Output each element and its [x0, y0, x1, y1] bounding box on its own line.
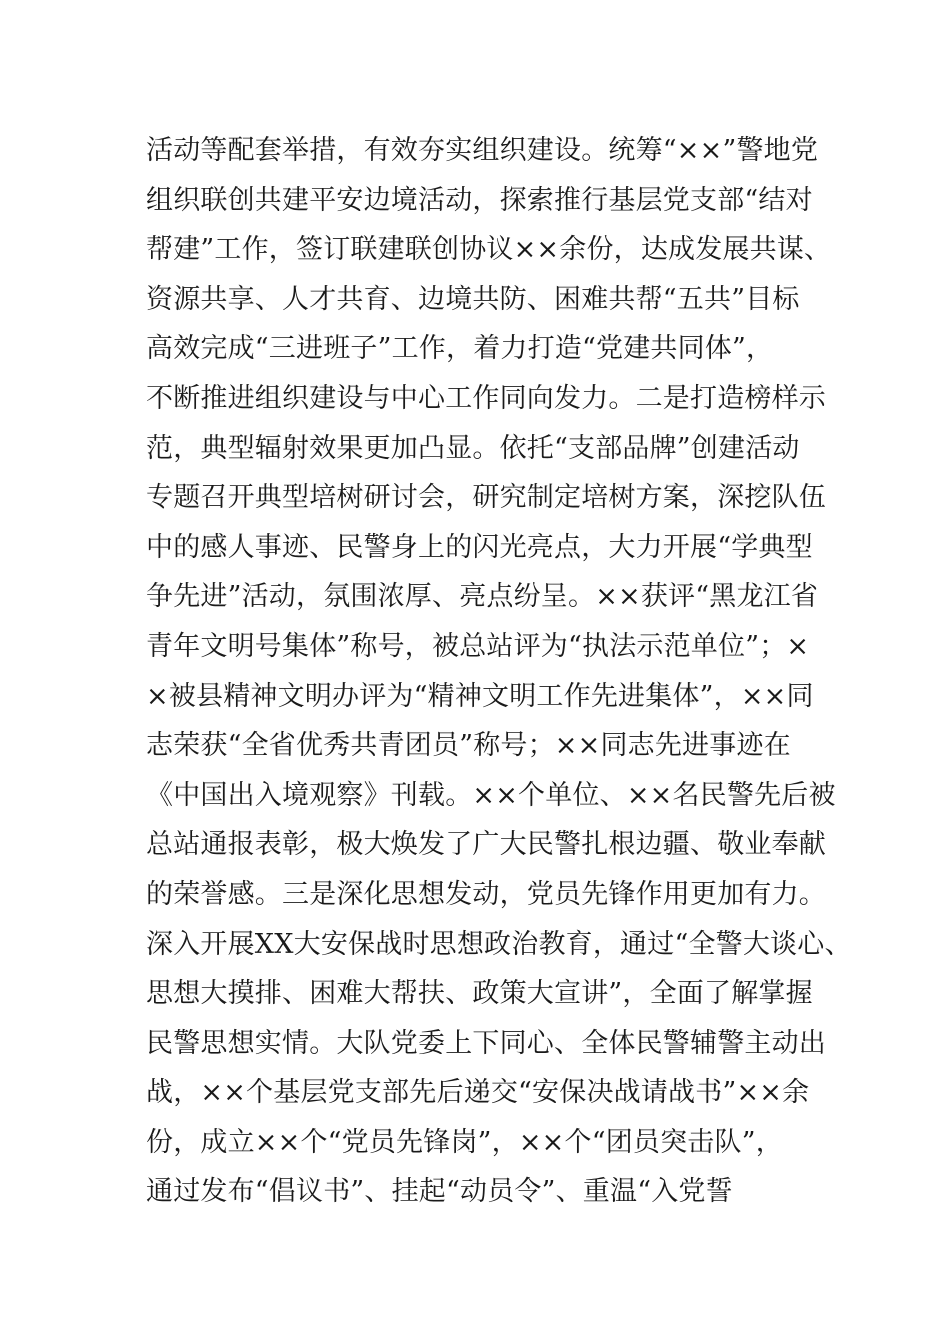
text-line: 的荣誉感。三是深化思想发动，党员先锋作用更加有力。 — [146, 878, 826, 910]
text-line: 范，典型辐射效果更加凸显。依托“支部品牌”创建活动 — [146, 432, 800, 464]
text-line: 志荣获“全省优秀共青团员”称号；××同志先进事迹在 — [146, 730, 791, 762]
text-line: 思想大摸排、困难大帮扶、政策大宣讲”，全面了解掌握 — [146, 978, 813, 1010]
text-line: 帮建”工作，签订联建联创协议××余份，达成发展共谋、 — [146, 234, 832, 266]
body-paragraph — [146, 126, 852, 1217]
text-line: 中的感人事迹、民警身上的闪光亮点，大力开展“学典型 — [146, 531, 813, 563]
text-line: 不断推进组织建设与中心工作同向发力。二是打造榜样示 — [146, 382, 826, 414]
text-line: 专题召开典型培树研讨会，研究制定培树方案，深挖队伍 — [146, 482, 826, 514]
text-line: 民警思想实情。大队党委上下同心、全体民警辅警主动出 — [146, 1027, 826, 1059]
text-line: 深入开展XX大安保战时思想政治教育，通过“全警大谈心、 — [146, 928, 852, 960]
text-line: 争先进”活动，氛围浓厚、亮点纷呈。××获评“黑龙江省 — [146, 581, 819, 613]
text-line: 青年文明号集体”称号，被总站评为“执法示范单位”；× — [146, 630, 810, 662]
text-line: 资源共享、人才共育、边境共防、困难共帮“五共”目标 — [146, 283, 800, 315]
text-line: 活动等配套举措，有效夯实组织建设。统筹“××”警地党 — [146, 135, 819, 166]
text-line: 通过发布“倡议书”、挂起“动员令”、重温“入党誓 — [146, 1176, 733, 1208]
text-line: 《中国出入境观察》刊载。××个单位、××名民警先后被 — [146, 779, 836, 811]
text-line: 战，××个基层党支部先后递交“安保决战请战书”××余 — [146, 1077, 810, 1109]
text-line: 总站通报表彰，极大焕发了广大民警扎根边疆、敬业奉献 — [146, 829, 826, 861]
text-line: 高效完成“三进班子”工作，着力打造“党建共同体”， — [146, 333, 774, 365]
text-line: ×被县精神文明办评为“精神文明工作先进集体”，××同 — [146, 680, 814, 712]
text-line: 组织联创共建平安边境活动，探索推行基层党支部“结对 — [146, 184, 813, 216]
text-line: 份，成立××个“党员先锋岗”，××个“团员突击队”， — [146, 1126, 783, 1158]
